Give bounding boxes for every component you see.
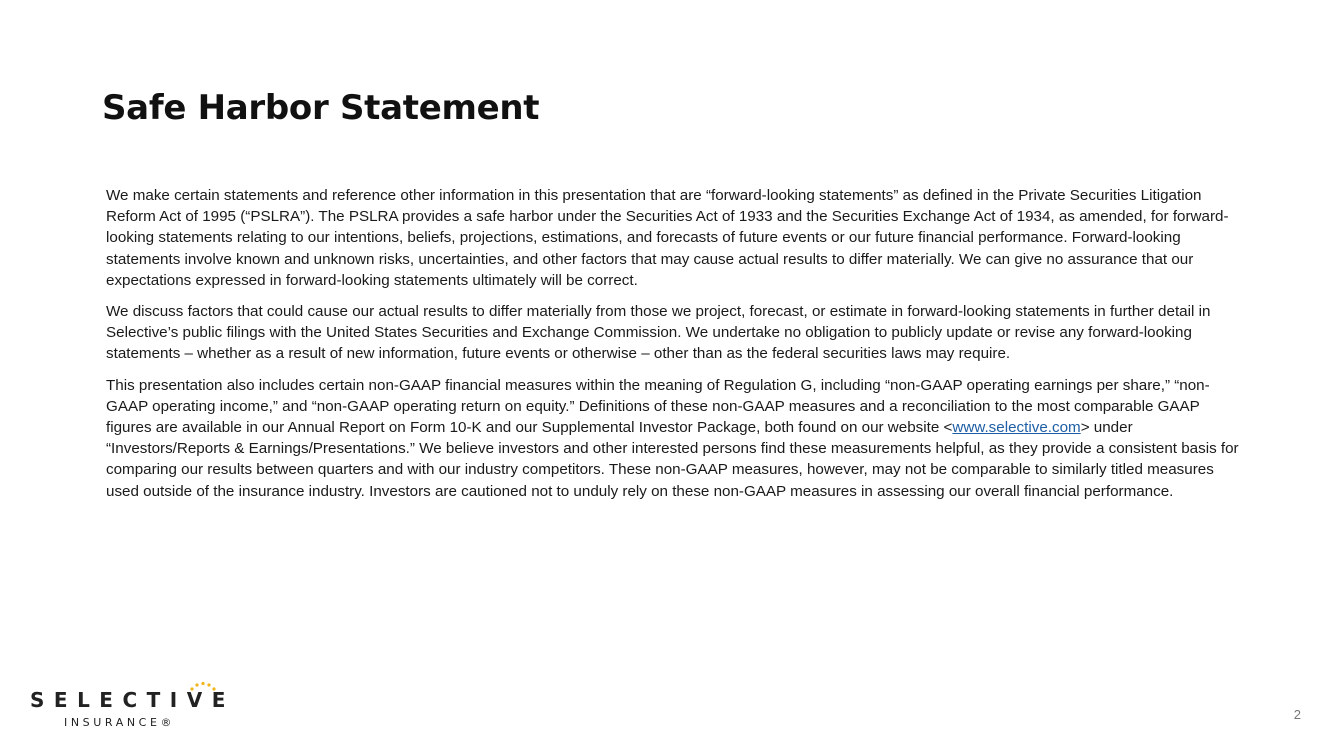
slide-title: Safe Harbor Statement <box>102 88 540 128</box>
website-link[interactable]: www.selective.com <box>952 419 1081 437</box>
logo-subtitle: INSURANCE® <box>64 716 176 729</box>
safe-harbor-body <box>106 185 1241 512</box>
selective-logo <box>30 688 235 734</box>
paragraph-non-gaap <box>106 375 1241 502</box>
paragraph-risk-factors: We discuss factors that could cause our actual results to differ materially from those we project, forecast, or estimate in forward-looking statements in further detail in Selective’s public filings with the United States Securities and Exchange Commission. We undertake no obligation to publicly update or revise any forward-looking statements – whether as a result of new information, future events or otherwise – other than as the federal securities laws may require. <box>106 303 1211 363</box>
paragraph-forward-looking: We make certain statements and reference other information in this presentation that are “forward-looking statements” as defined in the Private Securities Litigation Reform Act of 1995 (“PSLRA”). The PSLRA provides a safe harbor under the Securities Act of 1933 and the Securities Exchange Act of 1934, as amended, for forward-looking statements relating to our intentions, beliefs, projections, estimations, and forecasts of future events or our future financial performance. Forward-looking statements involve known and unknown risks, uncertainties, and other factors that may cause actual results to differ materially. We can give no assurance that our expectations expressed in forward-looking statements ultimately will be correct. <box>106 187 1229 289</box>
logo-wordmark: SELECTIVE <box>30 688 235 712</box>
non-gaap-text-end: > under “Investors/Reports & Earnings/Presentations.” We believe investors and other interested persons find these measurements helpful, as they provide a consistent basis for comparing our results between quarters and with our industry competitors. These non-GAAP measures, however, may not be comparable to similarly titled measures used outside of the insurance industry. Investors are cautioned not to unduly rely on these non-GAAP measures in assessing our overall financial performance. <box>106 419 1239 500</box>
page-number: 2 <box>1293 707 1301 722</box>
non-gaap-text-start: This presentation also includes certain non-GAAP financial measures within the meaning of Regulation G, including “non-GAAP operating earnings per share,” “non-GAAP operating income,” and “non-GAAP operating return on equity.” Definitions of these non-GAAP measures and a reconciliation to the most comparable GAAP figures are available in our Annual Report on Form 10-K and our Supplemental Investor Package, both found on our website < <box>106 376 1210 437</box>
